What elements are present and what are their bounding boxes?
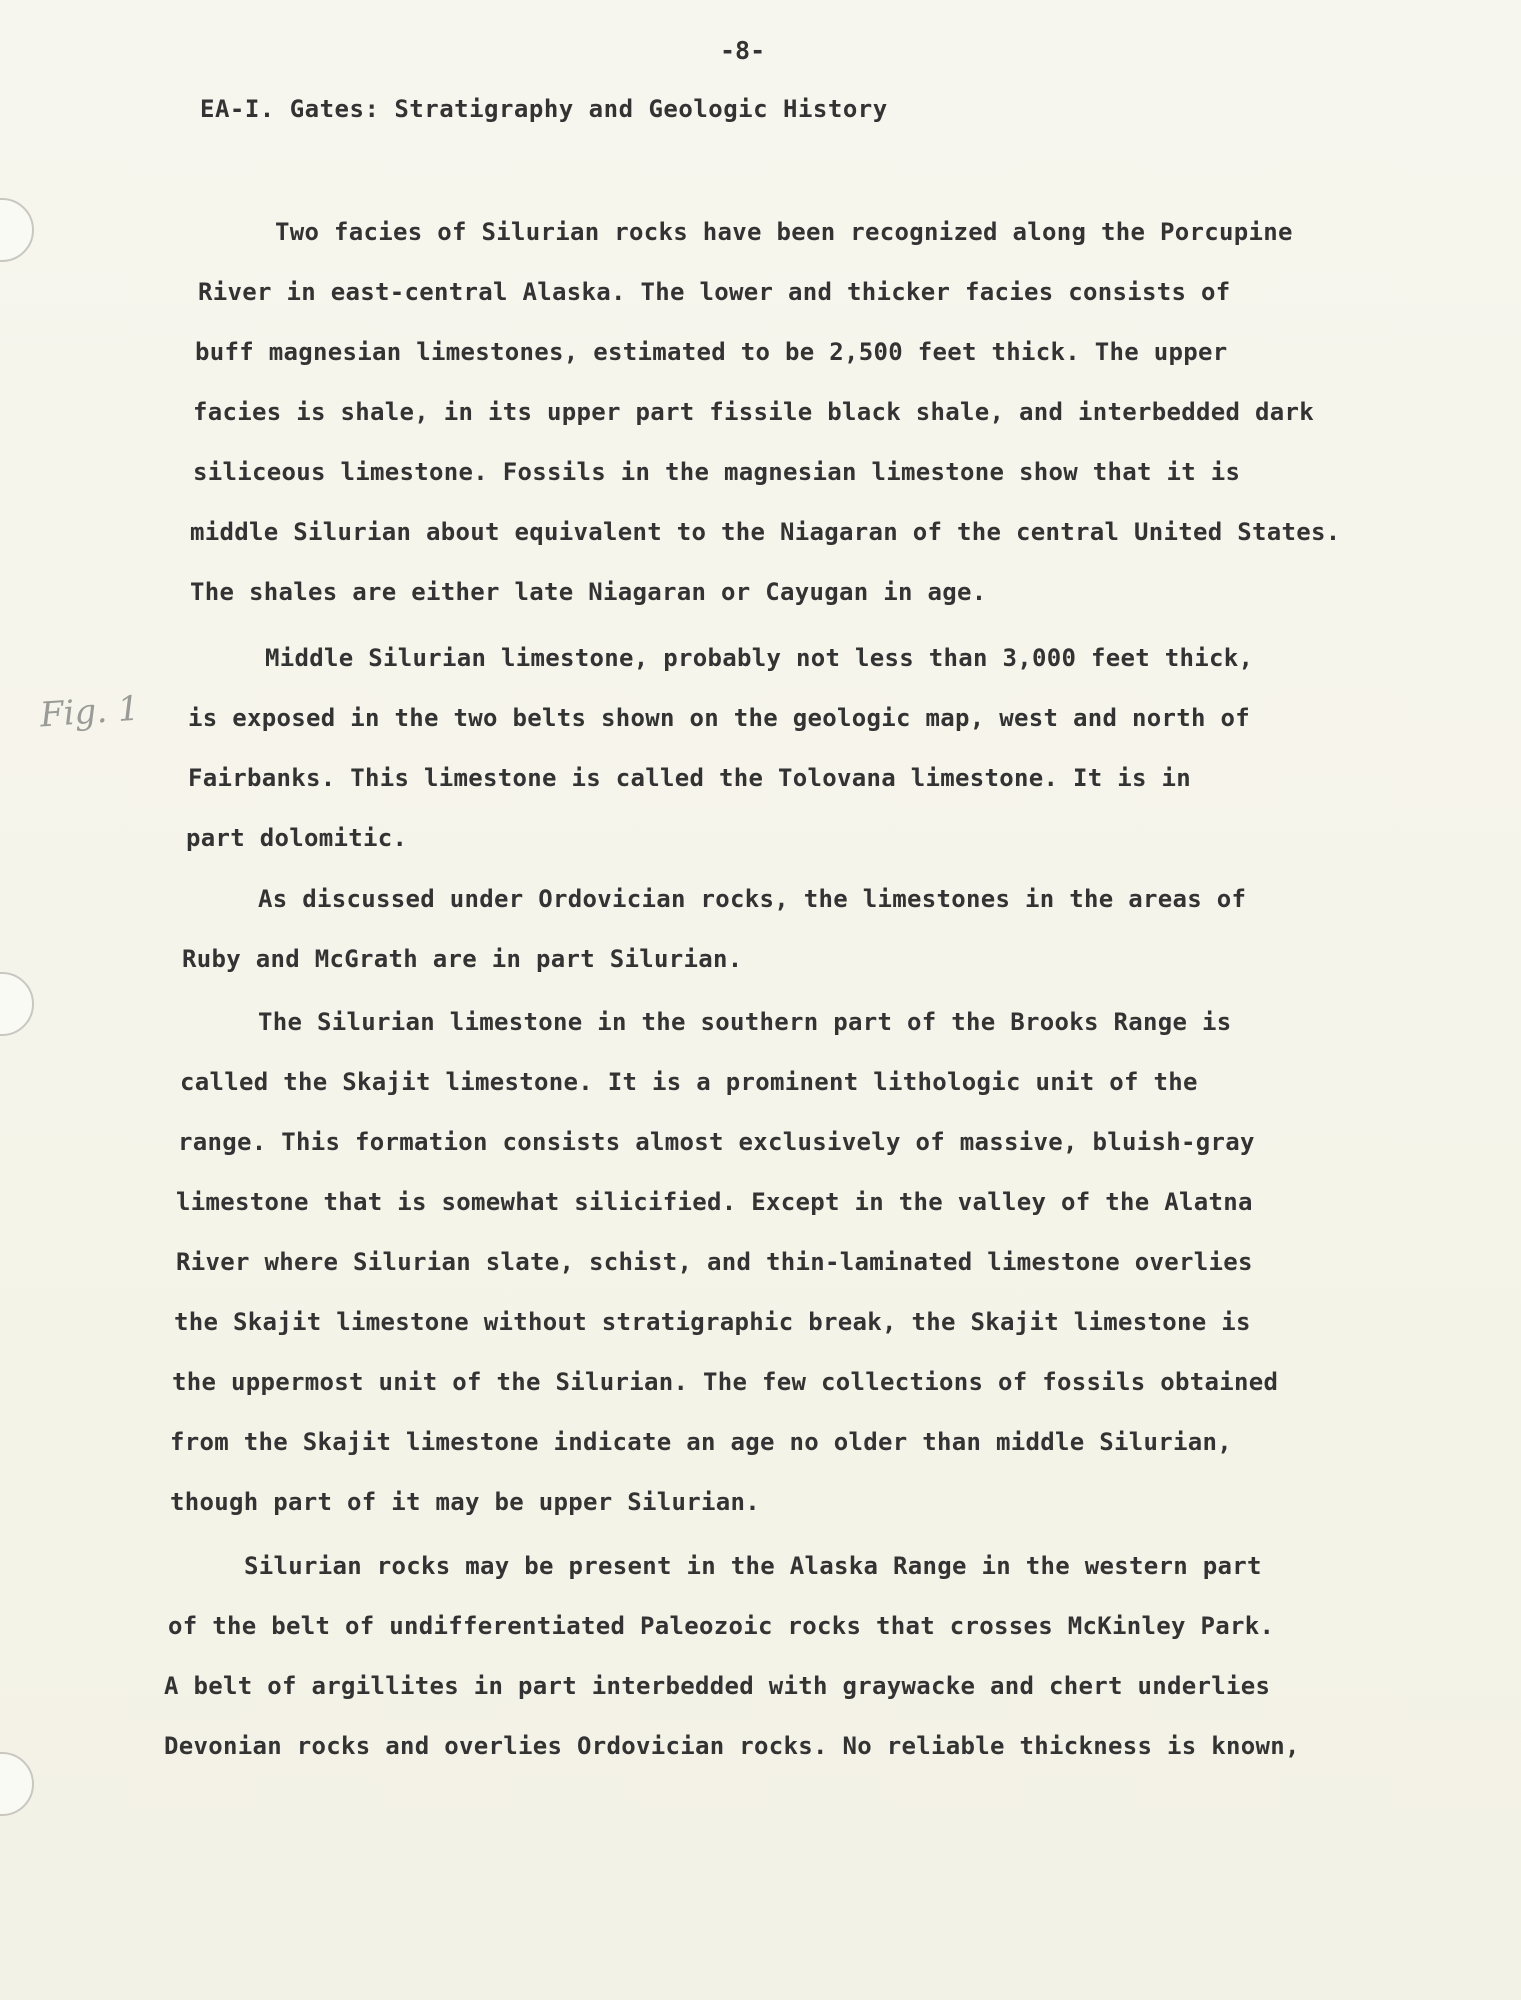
text-line: Two facies of Silurian rocks have been recognized along the Porcupine xyxy=(275,218,1293,246)
text-line: Middle Silurian limestone, probably not less than 3,000 feet thick, xyxy=(265,644,1254,672)
text-line: though part of it may be upper Silurian. xyxy=(170,1488,760,1516)
text-line: Ruby and McGrath are in part Silurian. xyxy=(182,945,743,973)
text-line: As discussed under Ordovician rocks, the limestones in the areas of xyxy=(258,885,1247,913)
text-line: of the belt of undifferentiated Paleozoic rocks that crosses McKinley Park. xyxy=(168,1612,1275,1640)
text-line: facies is shale, in its upper part fissile black shale, and interbedded dark xyxy=(193,398,1314,426)
text-line: A belt of argillites in part interbedded with graywacke and chert underlies xyxy=(164,1672,1271,1700)
text-line: range. This formation consists almost exclusively of massive, bluish-gray xyxy=(178,1128,1255,1156)
text-line: Fairbanks. This limestone is called the Tolovana limestone. It is in xyxy=(188,764,1191,792)
text-line: the Skajit limestone without stratigraphic break, the Skajit limestone is xyxy=(174,1308,1251,1336)
text-line: The Silurian limestone in the southern part of the Brooks Range is xyxy=(258,1008,1232,1036)
page-number: -8- xyxy=(720,36,766,65)
text-line: River where Silurian slate, schist, and thin-laminated limestone overlies xyxy=(176,1248,1253,1276)
text-line: from the Skajit limestone indicate an age no older than middle Silurian, xyxy=(170,1428,1232,1456)
text-line: siliceous limestone. Fossils in the magnesian limestone show that it is xyxy=(193,458,1241,486)
text-line: Silurian rocks may be present in the Alaska Range in the western part xyxy=(244,1552,1262,1580)
text-line: buff magnesian limestones, estimated to be 2,500 feet thick. The upper xyxy=(195,338,1228,366)
margin-note: Fig. 1 xyxy=(38,688,141,736)
text-line: Devonian rocks and overlies Ordovician rocks. No reliable thickness is known, xyxy=(164,1732,1300,1760)
text-line: limestone that is somewhat silicified. Except in the valley of the Alatna xyxy=(176,1188,1253,1216)
text-line: called the Skajit limestone. It is a prominent lithologic unit of the xyxy=(180,1068,1198,1096)
text-line: River in east-central Alaska. The lower and thicker facies consists of xyxy=(198,278,1231,306)
text-line: part dolomitic. xyxy=(186,824,408,852)
text-line: the uppermost unit of the Silurian. The few collections of fossils obtained xyxy=(172,1368,1279,1396)
text-line: middle Silurian about equivalent to the Niagaran of the central United States. xyxy=(190,518,1341,546)
document-header: EA-I. Gates: Stratigraphy and Geologic History xyxy=(200,95,888,123)
text-line: The shales are either late Niagaran or Cayugan in age. xyxy=(190,578,987,606)
text-line: is exposed in the two belts shown on the geologic map, west and north of xyxy=(188,704,1250,732)
